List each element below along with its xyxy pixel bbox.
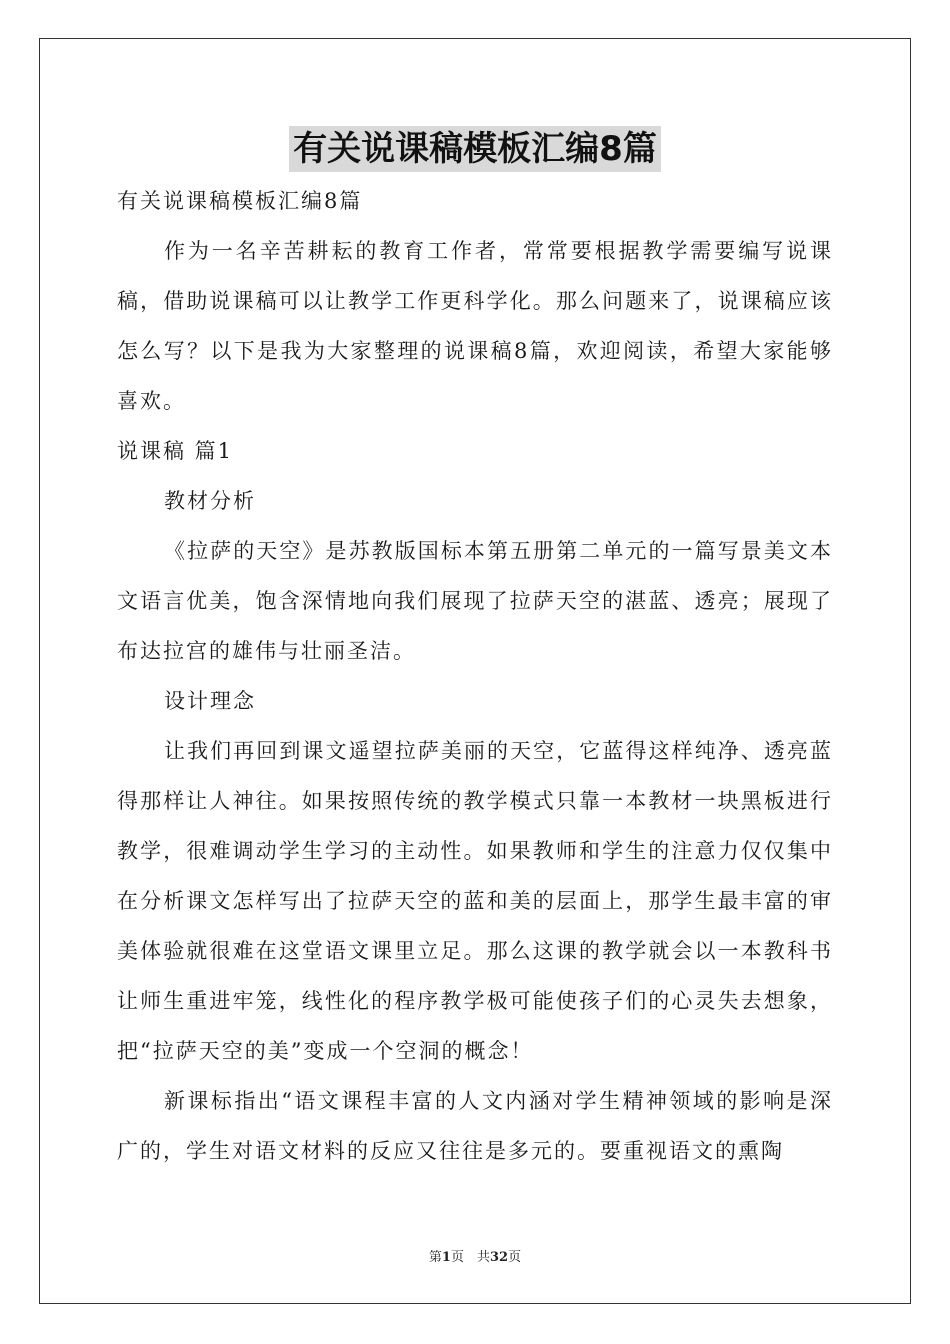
body-paragraph: 让我们再回到课文遥望拉萨美丽的天空，它蓝得这样纯净、透亮蓝得那样让人神往。如果按照传统的教学模式只靠一本教材一块黑板进行教学，很难调动学生学习的主动性。如果教师和学生的注意力仅仅集中在分析课文怎样写出了拉萨天空的蓝和美的层面上，那学生最丰富的审美体验就很难在这堂语文课里立足。那么这课的教学就会以一本教科书让师生重进牢笼，线性化的程序教学极可能使孩子们的心灵失去想象，把“拉萨天空的美”变成一个空洞的概念！	[117, 739, 833, 1063]
title-container	[0, 126, 950, 172]
footer-page-number: 1	[441, 1250, 451, 1265]
footer-suffix: 页	[508, 1250, 522, 1265]
footer-prefix: 第	[428, 1250, 442, 1265]
footer-page-total: 32	[489, 1250, 509, 1265]
body-paragraph: 新课标指出“语文课程丰富的人文内涵对学生精神领域的影响是深广的，学生对语文材料的反应又往往是多元的。要重视语文的熏陶	[117, 1089, 833, 1163]
section-heading: 说课稿 篇1	[117, 439, 234, 463]
document-subtitle: 有关说课稿模板汇编8篇	[117, 189, 363, 213]
document-title: 有关说课稿模板汇编8篇	[289, 126, 661, 172]
document-body	[117, 176, 833, 1176]
subheading-design-concept: 设计理念	[164, 689, 256, 713]
subheading-textbook-analysis: 教材分析	[164, 489, 256, 513]
page-footer	[0, 1246, 950, 1265]
footer-mid: 页 共	[450, 1250, 490, 1265]
intro-paragraph: 作为一名辛苦耕耘的教育工作者，常常要根据教学需要编写说课稿，借助说课稿可以让教学工作更科学化。那么问题来了，说课稿应该怎么写？以下是我为大家整理的说课稿8篇，欢迎阅读，希望大家能够喜欢。	[117, 239, 833, 413]
body-paragraph: 《拉萨的天空》是苏教版国标本第五册第二单元的一篇写景美文本文语言优美，饱含深情地向我们展现了拉萨天空的湛蓝、透亮；展现了布达拉宫的雄伟与壮丽圣洁。	[117, 539, 833, 663]
